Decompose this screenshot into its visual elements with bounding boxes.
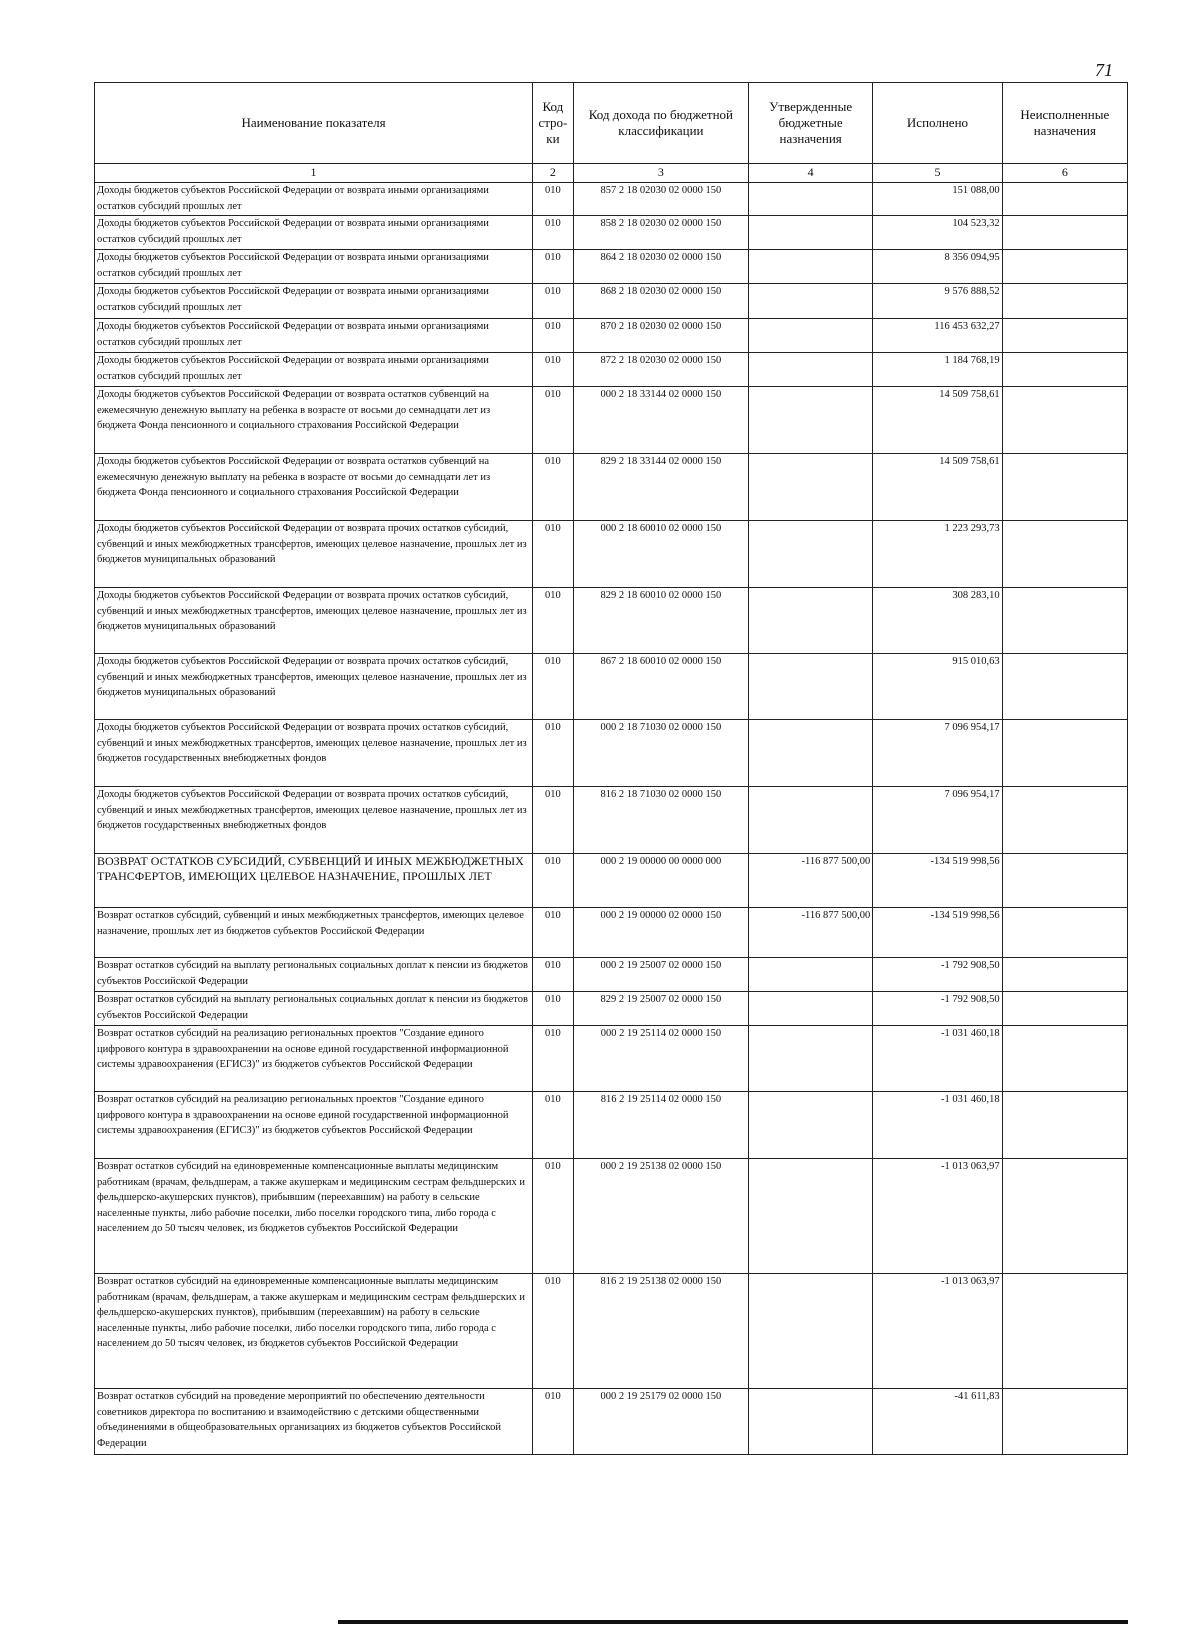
row-unexecuted xyxy=(1002,319,1127,353)
row-budget-code: 816 2 18 71030 02 0000 150 xyxy=(573,787,748,854)
row-line-code: 010 xyxy=(533,654,574,720)
row-name: Возврат остатков субсидий на реализацию региональных проектов "Создание единого цифрового контура в здравоохранении на основе единой государственной информационной системы здравоохранения (ЕГИСЗ)" из бюджетов субъектов Российской Федерации xyxy=(95,1092,533,1159)
table-row xyxy=(95,183,1128,216)
row-approved xyxy=(749,787,873,854)
row-name: Возврат остатков субсидий, субвенций и иных межбюджетных трансфертов, имеющих целевое назначение, прошлых лет из бюджетов субъектов Российской Федерации xyxy=(95,908,533,958)
row-approved: -116 877 500,00 xyxy=(749,854,873,908)
row-name: Возврат остатков субсидий на реализацию региональных проектов "Создание единого цифрового контура в здравоохранении на основе единой государственной информационной системы здравоохранения (ЕГИСЗ)" из бюджетов субъектов Российской Федерации xyxy=(95,1026,533,1092)
row-unexecuted xyxy=(1002,1159,1127,1274)
column-number: 1 xyxy=(95,164,533,183)
row-budget-code: 000 2 19 25114 02 0000 150 xyxy=(573,1026,748,1092)
column-number: 5 xyxy=(873,164,1002,183)
row-approved xyxy=(749,319,873,353)
row-name: Доходы бюджетов субъектов Российской Федерации от возврата остатков субвенций на ежемесячную денежную выплату на ребенка в возрасте от восьми до семнадцати лет из бюджета Фонда пенсионного и социального страхования Российской Федерации xyxy=(95,454,533,521)
row-unexecuted xyxy=(1002,854,1127,908)
row-budget-code: 000 2 19 00000 00 0000 000 xyxy=(573,854,748,908)
row-executed: -1 013 063,97 xyxy=(873,1159,1002,1274)
table-row xyxy=(95,216,1128,250)
row-line-code: 010 xyxy=(533,958,574,992)
row-executed: 7 096 954,17 xyxy=(873,720,1002,787)
row-unexecuted xyxy=(1002,183,1127,216)
row-approved xyxy=(749,1274,873,1389)
row-executed: 915 010,63 xyxy=(873,654,1002,720)
row-unexecuted xyxy=(1002,284,1127,319)
row-budget-code: 829 2 18 60010 02 0000 150 xyxy=(573,588,748,654)
row-unexecuted xyxy=(1002,521,1127,588)
row-executed: -41 611,83 xyxy=(873,1389,1002,1455)
table-row xyxy=(95,521,1128,588)
row-line-code: 010 xyxy=(533,1389,574,1455)
row-name: Возврат остатков субсидий на единовременные компенсационные выплаты медицинским работникам (врачам, фельдшерам, а также акушеркам и медицинским сестрам фельдшерских и фельдшерско-акушерских пунктов), прибывшим (переехавшим) на работу в сельские населенные пункты, либо рабочие поселки, либо поселки городского типа, либо города с населением до 50 тысяч человек, из бюджетов субъектов Российской Федерации xyxy=(95,1159,533,1274)
row-executed: 1 184 768,19 xyxy=(873,353,1002,387)
row-line-code: 010 xyxy=(533,387,574,454)
table-row xyxy=(95,720,1128,787)
row-unexecuted xyxy=(1002,1274,1127,1389)
row-line-code: 010 xyxy=(533,588,574,654)
row-approved xyxy=(749,992,873,1026)
row-unexecuted xyxy=(1002,387,1127,454)
row-executed: 308 283,10 xyxy=(873,588,1002,654)
table-row xyxy=(95,387,1128,454)
row-line-code: 010 xyxy=(533,720,574,787)
header-budget-code: Код дохода по бюджетной классификации xyxy=(573,83,748,164)
row-approved xyxy=(749,1389,873,1455)
row-line-code: 010 xyxy=(533,319,574,353)
header-line-code: Код стро-ки xyxy=(533,83,574,164)
row-executed: -1 792 908,50 xyxy=(873,992,1002,1026)
row-line-code: 010 xyxy=(533,992,574,1026)
row-name: Доходы бюджетов субъектов Российской Федерации от возврата иными организациями остатков субсидий прошлых лет xyxy=(95,284,533,319)
row-executed: 7 096 954,17 xyxy=(873,787,1002,854)
row-line-code: 010 xyxy=(533,521,574,588)
row-name: Возврат остатков субсидий на единовременные компенсационные выплаты медицинским работникам (врачам, фельдшерам, а также акушеркам и медицинским сестрам фельдшерских и фельдшерско-акушерских пунктов), прибывшим (переехавшим) на работу в сельские населенные пункты, либо рабочие поселки, либо поселки городского типа, либо города с населением до 50 тысяч человек, из бюджетов субъектов Российской Федерации xyxy=(95,1274,533,1389)
row-budget-code: 864 2 18 02030 02 0000 150 xyxy=(573,250,748,284)
row-executed: -1 031 460,18 xyxy=(873,1092,1002,1159)
row-unexecuted xyxy=(1002,908,1127,958)
row-unexecuted xyxy=(1002,1026,1127,1092)
row-executed: 9 576 888,52 xyxy=(873,284,1002,319)
row-line-code: 010 xyxy=(533,353,574,387)
row-unexecuted xyxy=(1002,992,1127,1026)
row-unexecuted xyxy=(1002,250,1127,284)
row-name: Доходы бюджетов субъектов Российской Федерации от возврата прочих остатков субсидий, субвенций и иных межбюджетных трансфертов, имеющих целевое назначение, прошлых лет из бюджетов государственных внебюджетных фондов xyxy=(95,787,533,854)
row-executed: 104 523,32 xyxy=(873,216,1002,250)
column-number: 6 xyxy=(1002,164,1127,183)
header-approved: Утвержденные бюджетные назначения xyxy=(749,83,873,164)
row-budget-code: 000 2 19 25138 02 0000 150 xyxy=(573,1159,748,1274)
row-name: Доходы бюджетов субъектов Российской Федерации от возврата прочих остатков субсидий, субвенций и иных межбюджетных трансфертов, имеющих целевое назначение, прошлых лет из бюджетов муниципальных образований xyxy=(95,588,533,654)
row-approved xyxy=(749,521,873,588)
row-budget-code: 000 2 19 25179 02 0000 150 xyxy=(573,1389,748,1455)
row-approved xyxy=(749,353,873,387)
row-budget-code: 858 2 18 02030 02 0000 150 xyxy=(573,216,748,250)
row-name: Доходы бюджетов субъектов Российской Федерации от возврата иными организациями остатков субсидий прошлых лет xyxy=(95,216,533,250)
row-approved xyxy=(749,284,873,319)
row-budget-code: 867 2 18 60010 02 0000 150 xyxy=(573,654,748,720)
row-line-code: 010 xyxy=(533,1159,574,1274)
row-unexecuted xyxy=(1002,454,1127,521)
table-row xyxy=(95,854,1128,908)
row-approved xyxy=(749,1159,873,1274)
row-budget-code: 870 2 18 02030 02 0000 150 xyxy=(573,319,748,353)
row-line-code: 010 xyxy=(533,250,574,284)
row-approved xyxy=(749,250,873,284)
row-approved: -116 877 500,00 xyxy=(749,908,873,958)
row-budget-code: 872 2 18 02030 02 0000 150 xyxy=(573,353,748,387)
row-name: Возврат остатков субсидий на проведение мероприятий по обеспечению деятельности советников директора по воспитанию и взаимодействию с детскими общественными объединениями в общеобразовательных организациях из бюджетов субъектов Российской Федерации xyxy=(95,1389,533,1455)
table-row xyxy=(95,1389,1128,1455)
row-name: Доходы бюджетов субъектов Российской Федерации от возврата прочих остатков субсидий, субвенций и иных межбюджетных трансфертов, имеющих целевое назначение, прошлых лет из бюджетов муниципальных образований xyxy=(95,521,533,588)
row-approved xyxy=(749,454,873,521)
row-name: Доходы бюджетов субъектов Российской Федерации от возврата иными организациями остатков субсидий прошлых лет xyxy=(95,250,533,284)
table-row xyxy=(95,353,1128,387)
row-unexecuted xyxy=(1002,353,1127,387)
row-unexecuted xyxy=(1002,654,1127,720)
table-row xyxy=(95,250,1128,284)
row-executed: -134 519 998,56 xyxy=(873,854,1002,908)
row-name: Доходы бюджетов субъектов Российской Федерации от возврата иными организациями остатков субсидий прошлых лет xyxy=(95,353,533,387)
row-executed: 1 223 293,73 xyxy=(873,521,1002,588)
table-row xyxy=(95,1274,1128,1389)
row-budget-code: 829 2 19 25007 02 0000 150 xyxy=(573,992,748,1026)
table-row xyxy=(95,654,1128,720)
row-name: Доходы бюджетов субъектов Российской Федерации от возврата иными организациями остатков субсидий прошлых лет xyxy=(95,319,533,353)
row-line-code: 010 xyxy=(533,854,574,908)
column-number: 4 xyxy=(749,164,873,183)
header-name: Наименование показателя xyxy=(95,83,533,164)
row-executed: 14 509 758,61 xyxy=(873,387,1002,454)
row-name: Доходы бюджетов субъектов Российской Федерации от возврата прочих остатков субсидий, субвенций и иных межбюджетных трансфертов, имеющих целевое назначение, прошлых лет из бюджетов государственных внебюджетных фондов xyxy=(95,720,533,787)
table-row xyxy=(95,1159,1128,1274)
table-row xyxy=(95,319,1128,353)
row-name: Доходы бюджетов субъектов Российской Федерации от возврата прочих остатков субсидий, субвенций и иных межбюджетных трансфертов, имеющих целевое назначение, прошлых лет из бюджетов муниципальных образований xyxy=(95,654,533,720)
row-approved xyxy=(749,216,873,250)
row-unexecuted xyxy=(1002,958,1127,992)
row-unexecuted xyxy=(1002,1389,1127,1455)
row-line-code: 010 xyxy=(533,216,574,250)
column-number: 3 xyxy=(573,164,748,183)
table-row xyxy=(95,454,1128,521)
row-name: Возврат остатков субсидий на выплату региональных социальных доплат к пенсии из бюджетов субъектов Российской Федерации xyxy=(95,958,533,992)
row-approved xyxy=(749,1092,873,1159)
row-line-code: 010 xyxy=(533,183,574,216)
table-row xyxy=(95,787,1128,854)
row-approved xyxy=(749,654,873,720)
page-number: 71 xyxy=(1095,60,1113,80)
row-line-code: 010 xyxy=(533,454,574,521)
row-executed: 151 088,00 xyxy=(873,183,1002,216)
table-row xyxy=(95,1092,1128,1159)
row-budget-code: 816 2 19 25114 02 0000 150 xyxy=(573,1092,748,1159)
row-approved xyxy=(749,387,873,454)
header-executed: Исполнено xyxy=(873,83,1002,164)
row-approved xyxy=(749,958,873,992)
row-name: Возврат остатков субсидий на выплату региональных социальных доплат к пенсии из бюджетов субъектов Российской Федерации xyxy=(95,992,533,1026)
row-line-code: 010 xyxy=(533,284,574,319)
page-bottom-bar xyxy=(338,1620,1128,1624)
row-approved xyxy=(749,588,873,654)
row-budget-code: 816 2 19 25138 02 0000 150 xyxy=(573,1274,748,1389)
header-unexecuted: Неисполненные назначения xyxy=(1002,83,1127,164)
row-budget-code: 000 2 18 60010 02 0000 150 xyxy=(573,521,748,588)
row-name: Доходы бюджетов субъектов Российской Федерации от возврата иными организациями остатков субсидий прошлых лет xyxy=(95,183,533,216)
row-approved xyxy=(749,1026,873,1092)
row-name: Доходы бюджетов субъектов Российской Федерации от возврата остатков субвенций на ежемесячную денежную выплату на ребенка в возрасте от восьми до семнадцати лет из бюджета Фонда пенсионного и социального страхования Российской Федерации xyxy=(95,387,533,454)
row-line-code: 010 xyxy=(533,1026,574,1092)
column-number: 2 xyxy=(533,164,574,183)
row-budget-code: 857 2 18 02030 02 0000 150 xyxy=(573,183,748,216)
row-executed: 116 453 632,27 xyxy=(873,319,1002,353)
row-executed: 14 509 758,61 xyxy=(873,454,1002,521)
row-executed: 8 356 094,95 xyxy=(873,250,1002,284)
row-executed: -1 792 908,50 xyxy=(873,958,1002,992)
row-name: ВОЗВРАТ ОСТАТКОВ СУБСИДИЙ, СУБВЕНЦИЙ И ИНЫХ МЕЖБЮДЖЕТНЫХ ТРАНСФЕРТОВ, ИМЕЮЩИХ ЦЕЛЕВОЕ НАЗНАЧЕНИЕ, ПРОШЛЫХ ЛЕТ xyxy=(95,854,533,908)
row-approved xyxy=(749,183,873,216)
row-budget-code: 000 2 18 71030 02 0000 150 xyxy=(573,720,748,787)
table-row xyxy=(95,908,1128,958)
row-unexecuted xyxy=(1002,1092,1127,1159)
row-executed: -1 013 063,97 xyxy=(873,1274,1002,1389)
row-line-code: 010 xyxy=(533,787,574,854)
table-row xyxy=(95,588,1128,654)
row-budget-code: 000 2 19 25007 02 0000 150 xyxy=(573,958,748,992)
row-line-code: 010 xyxy=(533,1274,574,1389)
row-budget-code: 829 2 18 33144 02 0000 150 xyxy=(573,454,748,521)
table-row xyxy=(95,992,1128,1026)
row-unexecuted xyxy=(1002,588,1127,654)
row-unexecuted xyxy=(1002,216,1127,250)
row-budget-code: 000 2 18 33144 02 0000 150 xyxy=(573,387,748,454)
table-row xyxy=(95,1026,1128,1092)
row-budget-code: 000 2 19 00000 02 0000 150 xyxy=(573,908,748,958)
row-unexecuted xyxy=(1002,720,1127,787)
budget-execution-table xyxy=(94,82,1128,1455)
table-row xyxy=(95,958,1128,992)
row-unexecuted xyxy=(1002,787,1127,854)
row-budget-code: 868 2 18 02030 02 0000 150 xyxy=(573,284,748,319)
row-approved xyxy=(749,720,873,787)
row-executed: -1 031 460,18 xyxy=(873,1026,1002,1092)
row-line-code: 010 xyxy=(533,1092,574,1159)
row-line-code: 010 xyxy=(533,908,574,958)
row-executed: -134 519 998,56 xyxy=(873,908,1002,958)
table-row xyxy=(95,284,1128,319)
